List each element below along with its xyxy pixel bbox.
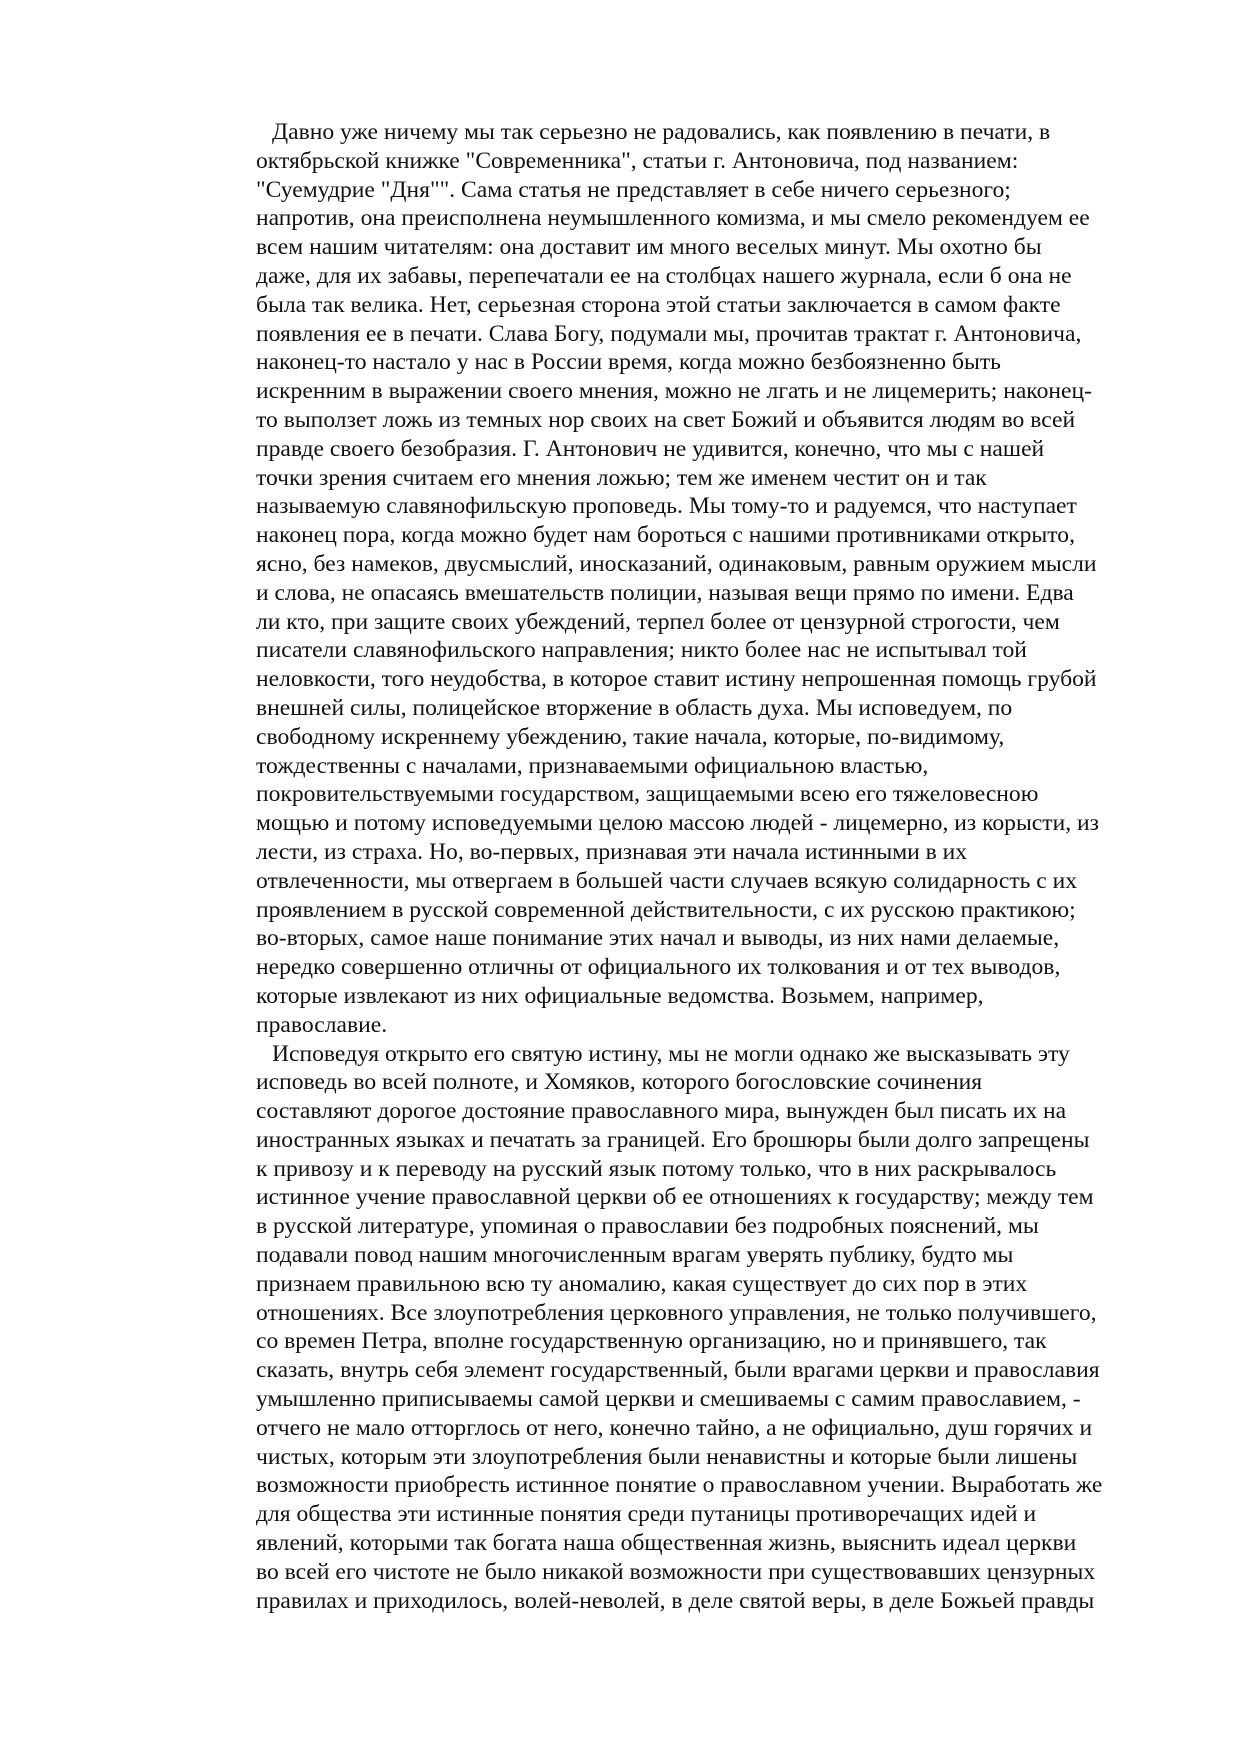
text-line: отчего не мало отторглось от него, конечно тайно, а не официально, душ горячих и (256, 1414, 1093, 1441)
document-body (256, 118, 1156, 1615)
text-line: Давно уже ничему мы так серьезно не радовались, как появлению в печати, в (272, 119, 1051, 145)
text-line: мощью и потому исповедуемыми целою массою людей - лицемерно, из корысти, из (256, 810, 1099, 837)
text-line: наконец пора, когда можно будет нам бороться с нашими противниками открыто, (256, 522, 1075, 549)
text-line: напротив, она преисполнена неумышленного комизма, и мы смело рекомендуем ее (256, 205, 1090, 232)
text-line: даже, для их забавы, перепечатали ее на столбцах нашего журнала, если б она не (256, 262, 1072, 289)
text-line: проявлением в русской современной действительности, с их русскою практикою; (256, 896, 1076, 923)
text-line: иностранных языках и печатать за границей. Его брошюры были долго запрещены (256, 1126, 1090, 1153)
text-line: во всей его чистоте не было никакой возможности при существовавших цензурных (256, 1558, 1096, 1585)
text-line: правилах и приходилось, волей-неволей, в деле святой веры, в деле Божьей правды (256, 1587, 1095, 1614)
text-line: возможности приобресть истинное понятие о православном учении. Выработать же (256, 1472, 1103, 1499)
text-line: составляют дорогое достояние православного мира, вынужден был писать их на (256, 1098, 1067, 1125)
text-line: ли кто, при защите своих убеждений, терпел более от цензурной строгости, чем (256, 608, 1060, 635)
text-line: исповедь во всей полноте, и Хомяков, которого богословские сочинения (256, 1069, 983, 1096)
text-line: внешней силы, полицейское вторжение в область духа. Мы исповедуем, по (256, 694, 1013, 721)
paragraph (256, 1040, 1156, 1616)
text-line: в русской литературе, упоминая о православии без подробных пояснений, мы (256, 1213, 1039, 1240)
text-line: сказать, внутрь себя элемент государственный, были врагами церкви и православия (256, 1357, 1100, 1384)
text-line: явлений, которыми так богата наша общественная жизнь, выяснить идеал церкви (256, 1530, 1077, 1557)
text-line: всем нашим читателям: она доставит им много веселых минут. Мы охотно бы (256, 234, 1042, 261)
text-line: лести, из страха. Но, во-первых, признавая эти начала истинными в их (256, 838, 968, 865)
text-line: свободному искреннему убеждению, такие начала, которые, по-видимому, (256, 723, 1005, 750)
text-line: "Суемудрие "Дня"". Сама статья не представляет в себе ничего серьезного; (256, 176, 1011, 203)
text-line: искренним в выражении своего мнения, можно не лгать и не лицемерить; наконец- (256, 378, 1092, 405)
text-line: истинное учение православной церкви об ее отношениях к государству; между тем (256, 1184, 1094, 1211)
text-line: октябрьской книжке "Современника", статьи г. Антоновича, под названием: (256, 147, 1019, 174)
text-line: была так велика. Нет, серьезная сторона этой статьи заключается в самом факте (256, 291, 1061, 318)
text-line: неловкости, того неудобства, в которое ставит истину непрошенная помощь грубой (256, 666, 1097, 693)
text-line: и слова, не опасаясь вмешательств полиции, называя вещи прямо по имени. Едва (256, 579, 1074, 606)
text-line: правде своего безобразия. Г. Антонович не удивится, конечно, что мы с нашей (256, 435, 1045, 462)
text-line: покровительствуемыми государством, защищаемыми всею его тяжеловесною (256, 781, 1039, 808)
text-line: ясно, без намеков, двусмыслий, иносказаний, одинаковым, равным оружием мысли (256, 550, 1097, 577)
text-line: православие. (256, 1011, 388, 1038)
text-line: появления ее в печати. Слава Богу, подумали мы, прочитав трактат г. Антоновича, (256, 320, 1082, 347)
text-line: нередко совершенно отличны от официального их толкования и от тех выводов, (256, 954, 1061, 981)
text-line: то выползет ложь из темных нор своих на свет Божий и объявится людям во всей (256, 406, 1076, 433)
text-line: писатели славянофильского направления; никто более нас не испытывал той (256, 637, 1027, 664)
text-line: со времен Петра, вполне государственную организацию, но и принявшего, так (256, 1328, 1047, 1355)
text-line: тождественны с началами, признаваемыми официальною властью, (256, 752, 929, 779)
text-line: наконец-то настало у нас в России время, когда можно безбоязненно быть (256, 349, 1001, 376)
text-line: Исповедуя открыто его святую истину, мы не могли однако же высказывать эту (272, 1040, 1070, 1067)
text-line: признаем правильною всю ту аномалию, какая существует до сих пор в этих (256, 1270, 1028, 1297)
text-line: отвлеченности, мы отвергаем в большей части случаев всякую солидарность с их (256, 867, 1078, 894)
text-line: которые извлекают из них официальные ведомства. Возьмем, например, (256, 982, 984, 1009)
text-line: во-вторых, самое наше понимание этих начал и выводы, из них нами делаемые, (256, 925, 1060, 952)
text-line: для общества эти истинные понятия среди путаницы противоречащих идей и (256, 1501, 1037, 1528)
text-line: называемую славянофильскую проповедь. Мы тому-то и радуемся, что наступает (256, 493, 1077, 520)
text-line: подавали повод нашим многочисленным врагам уверять публику, будто мы (256, 1242, 1014, 1269)
text-line: к привозу и к переводу на русский язык потому только, что в них раскрывалось (256, 1155, 1057, 1182)
text-line: умышленно приписываемы самой церкви и смешиваемы с самим православием, - (256, 1386, 1081, 1413)
text-line: точки зрения считаем его мнения ложью; тем же именем честит он и так (256, 464, 987, 491)
paragraph (256, 118, 1156, 1040)
text-line: отношениях. Все злоупотребления церковного управления, не только получившего, (256, 1299, 1097, 1326)
text-line: чистых, которым эти злоупотребления были ненавистны и которые были лишены (256, 1443, 1078, 1470)
